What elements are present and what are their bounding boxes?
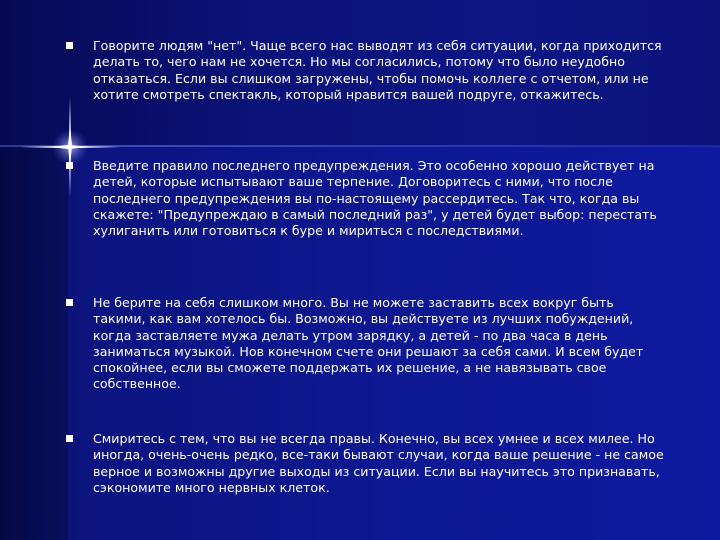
list-item-text: Не берите на себя слишком много. Вы не можете заставить всех вокруг быть такими, как вам хотелось бы. Возможно, вы действуете из лучших побуждений, когда заставляете мужа делать утром зарядку, а детей - по два часа в день заниматься музыкой. Нов конечном счете они решают за себя сами. И всем будет спокойнее, если вы сможете поддержать их решение, а не навязывать свое собственное.	[93, 295, 644, 392]
list-item-text: Введите правило последнего предупреждения. Это особенно хорошо действует на детей, которые испытывают ваше терпение. Договоритесь с ними, что после последнего предупреждения вы по-настоящему рассердитесь. Так что, когда вы скажете: "Предупреждаю в самый последний раз", у детей будет выбор: перестать хулиганить или готовиться к буре и мириться с последствиями.	[93, 158, 657, 239]
list-item-text: Смиритесь с тем, что вы не всегда правы. Конечно, вы всех умнее и всех милее. Но иногда, очень-очень редко, все-таки бывают случаи, когда ваше решение - не самое верное и возможны другие выходы из ситуации. Если вы научитесь это признавать, сэкономите много нервных клеток.	[93, 431, 664, 495]
square-bullet-icon	[66, 162, 73, 169]
square-bullet-icon	[66, 435, 73, 442]
list-item	[66, 431, 666, 496]
square-bullet-icon	[66, 299, 73, 306]
list-item	[66, 295, 666, 393]
list-item	[66, 38, 666, 103]
square-bullet-icon	[66, 42, 73, 49]
list-item-text: Говорите людям "нет". Чаще всего нас выводят из себя ситуации, когда приходится делать то, чего нам не хочется. Но мы согласились, потому что было неудобно отказаться. Если вы слишком загружены, чтобы помочь коллеге с отчетом, или не хотите смотреть спектакль, который нравится вашей подруге, откажитесь.	[93, 38, 662, 102]
left-dark-band	[0, 146, 68, 540]
list-item	[66, 158, 666, 239]
